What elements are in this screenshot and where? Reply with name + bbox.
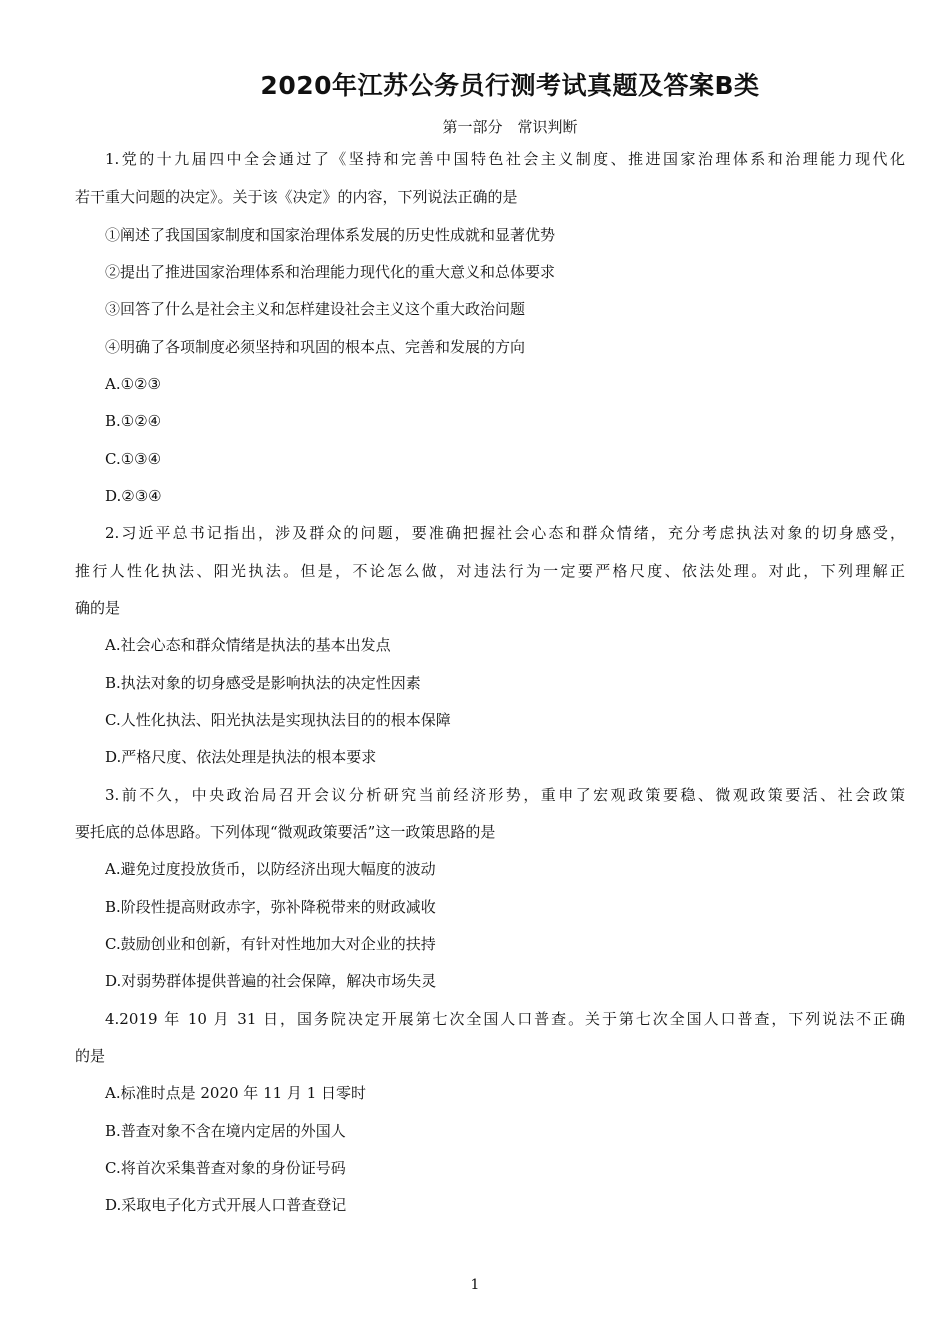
question-2-stem-line-1: 2.习近平总书记指出，涉及群众的问题，要准确把握社会心态和群众情绪，充分考虑执法对象的切身感受， <box>105 524 905 542</box>
question-2-option-a: A.社会心态和群众情绪是执法的基本出发点 <box>105 636 391 654</box>
question-2-stem-line-3: 确的是 <box>75 599 121 617</box>
question-1-option-c: C.①③④ <box>105 450 162 468</box>
question-1-option-b: B.①②④ <box>105 412 162 430</box>
question-1-stem-line-2: 若干重大问题的决定》。关于该《决定》的内容，下列说法正确的是 <box>75 188 518 206</box>
question-3-stem-line-2: 要托底的总体思路。下列体现“微观政策要活”这一政策思路的是 <box>75 823 496 841</box>
question-1-stem-line-1: 1.党的十九届四中全会通过了《坚持和完善中国特色社会主义制度、推进国家治理体系和治理能力现代化 <box>105 150 905 168</box>
question-1-option-a: A.①②③ <box>105 375 161 393</box>
question-1-option-d: D.②③④ <box>105 487 162 505</box>
question-2-stem-line-2: 推行人性化执法、阳光执法。但是，不论怎么做，对违法行为一定要严格尺度、依法处理。对此，下列理解正 <box>75 562 905 580</box>
question-4-option-d: D.采取电子化方式开展人口普查登记 <box>105 1196 347 1214</box>
question-4-option-b: B.普查对象不含在境内定居的外国人 <box>105 1122 346 1140</box>
question-1-item-2: ②提出了推进国家治理体系和治理能力现代化的重大意义和总体要求 <box>105 263 556 281</box>
question-2-option-b: B.执法对象的切身感受是影响执法的决定性因素 <box>105 674 421 692</box>
question-3-option-a: A.避免过度投放货币，以防经济出现大幅度的波动 <box>105 860 436 878</box>
page-number: 1 <box>470 1277 480 1293</box>
question-4-stem-line-2: 的是 <box>75 1047 106 1065</box>
question-4-option-c: C.将首次采集普查对象的身份证号码 <box>105 1159 346 1177</box>
question-3-option-c: C.鼓励创业和创新，有针对性地加大对企业的扶持 <box>105 935 436 953</box>
question-3-option-b: B.阶段性提高财政赤字，弥补降税带来的财政减收 <box>105 898 436 916</box>
question-3-stem-line-1: 3.前不久，中央政治局召开会议分析研究当前经济形势，重申了宏观政策要稳、微观政策要活、社会政策 <box>105 786 905 804</box>
question-1-item-4: ④明确了各项制度必须坚持和巩固的根本点、完善和发展的方向 <box>105 338 526 356</box>
question-1-item-3: ③回答了什么是社会主义和怎样建设社会主义这个重大政治问题 <box>105 300 526 318</box>
question-4-option-a: A.标准时点是 2020 年 11 月 1 日零时 <box>105 1084 367 1102</box>
document-title: 2020年江苏公务员行测考试真题及答案B类 <box>260 71 760 100</box>
question-2-option-c: C.人性化执法、阳光执法是实现执法目的的根本保障 <box>105 711 451 729</box>
section-heading: 第一部分 常识判断 <box>442 118 578 136</box>
question-1-item-1: ①阐述了我国国家制度和国家治理体系发展的历史性成就和显著优势 <box>105 226 556 244</box>
question-4-stem-line-1: 4.2019 年 10 月 31 日，国务院决定开展第七次全国人口普查。关于第七次全国人口普查，下列说法不正确 <box>105 1010 905 1028</box>
question-2-option-d: D.严格尺度、依法处理是执法的根本要求 <box>105 748 377 766</box>
question-3-option-d: D.对弱势群体提供普遍的社会保障，解决市场失灵 <box>105 972 437 990</box>
